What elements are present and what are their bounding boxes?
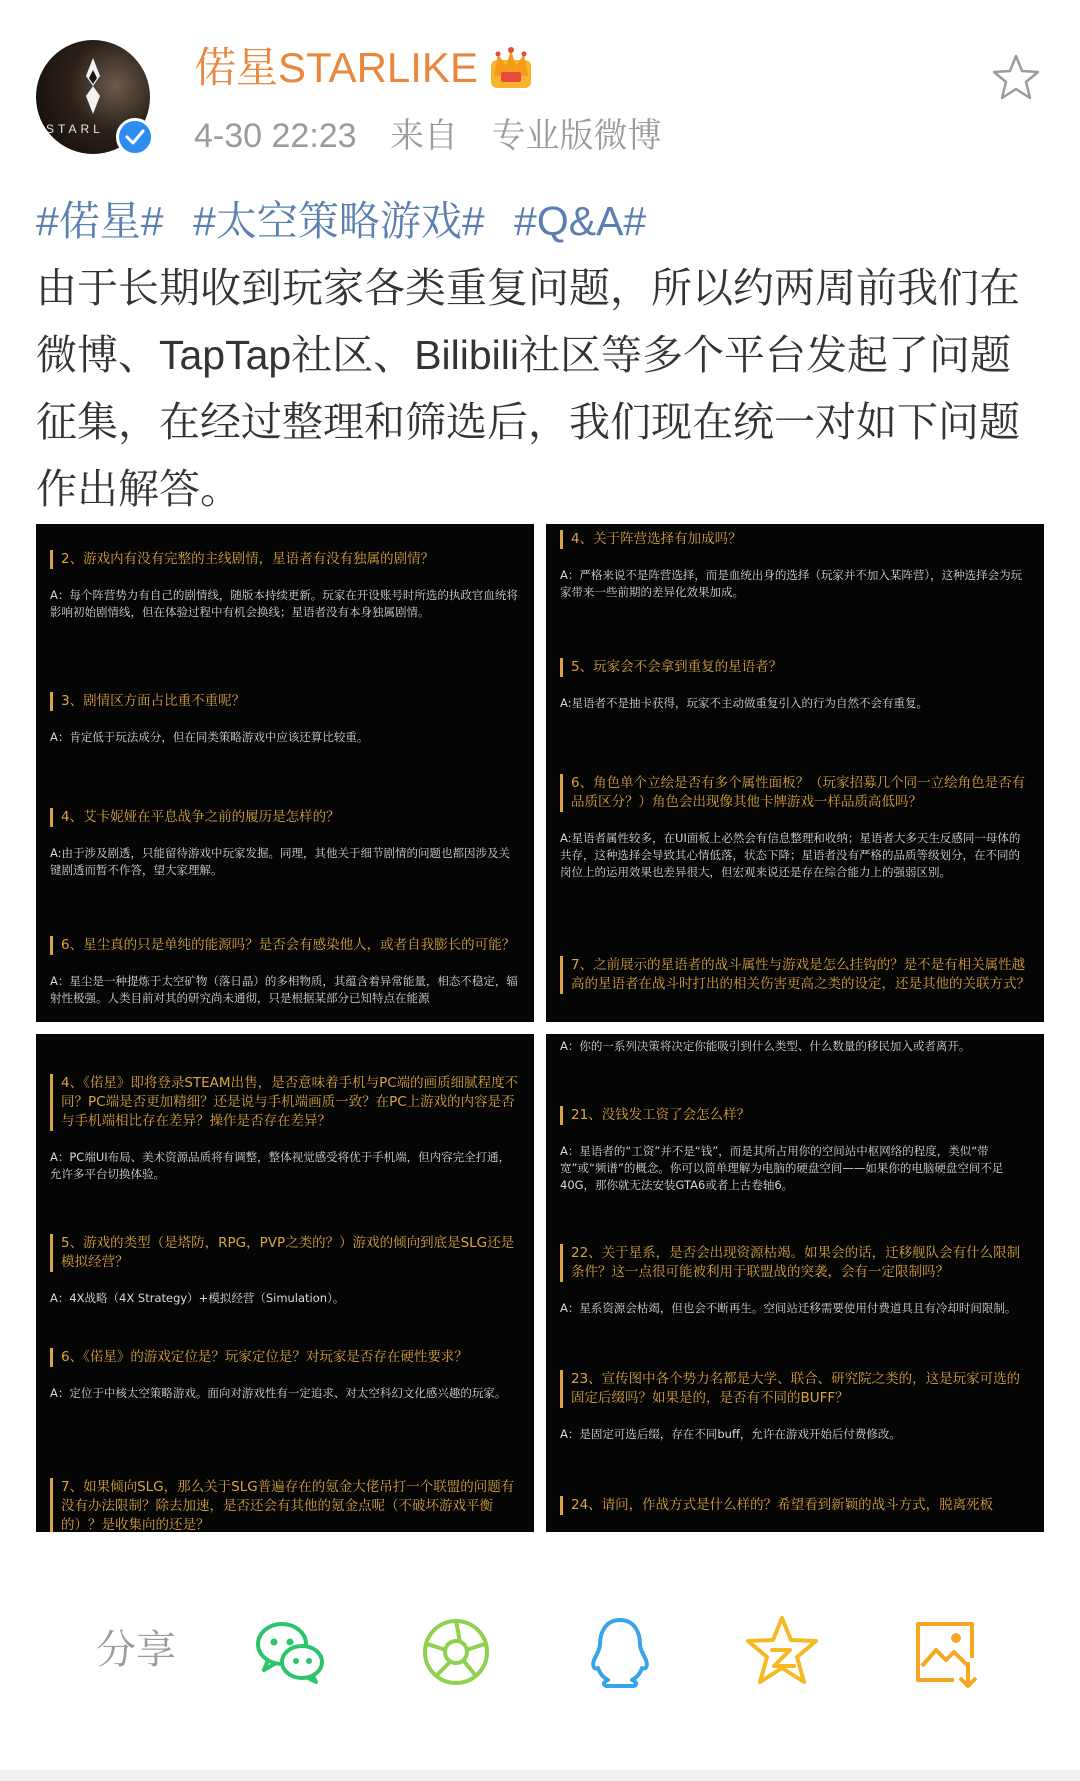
post-time: 4-30 22:23 [194,117,357,155]
post-image[interactable] [546,1034,1044,1532]
qa-block [50,692,520,746]
qa-answer: A：你的一系列决策将决定你能吸引到什么类型、什么数量的移民加入或者离开。 [560,1039,971,1053]
qa-block [560,1106,1030,1194]
source-prefix: 来自 [390,117,459,155]
qa-answer: A：肯定低于玩法成分，但在同类策略游戏中应该还算比较重。 [50,730,369,744]
qa-answer: A：PC端UI布局、美术资源品质将有调整，整体视觉感受将优于手机端，但内容完全打通，允许多平台切换体验。 [50,1150,511,1181]
qa-question: 4、艾卡妮娅在平息战争之前的履历是怎样的？ [50,808,520,827]
post-meta [194,112,686,160]
qzone-icon[interactable] [744,1614,820,1690]
qa-question: 6、《偌星》的游戏定位是？玩家定位是？对玩家是否存在硬性要求？ [50,1348,520,1367]
post-content [36,188,1046,523]
qa-block [50,1348,520,1402]
post-image[interactable] [546,524,1044,1022]
post-image[interactable] [36,524,534,1022]
qa-block [560,1244,1030,1317]
qa-question: 24、请问，作战方式是什么样的？希望看到新颖的战斗方式，脱离死板 [560,1496,1030,1515]
qa-answer: A：星语者的“工资”并不是“钱”，而是其所占用你的空间站中枢网络的程度，类似“带宽”或“频谱”的概念。你可以简单理解为电脑的硬盘空间——如果你的电脑硬盘空间不足40G，那你就无法安装GTA6或者上古卷轴6。 [560,1144,1004,1192]
qa-block [560,658,1030,712]
post-header [0,0,1080,180]
qa-answer: A:由于涉及剧透，只能留待游戏中玩家发掘。同理，其他关于细节剧情的问题也都因涉及关键剧透而暂不作答，望大家理解。 [50,846,511,877]
qa-question: 7、如果倾向SLG，那么关于SLG普遍存在的氪金大佬吊打一个联盟的问题有没有办法限制？除去加速，是否还会有其他的氪金点呢（不破坏游戏平衡的）？是收集向的还是？ [50,1478,520,1532]
username[interactable]: 偌星STARLIKE [194,44,478,91]
wechat-icon[interactable] [252,1614,328,1690]
moments-icon[interactable] [418,1614,494,1690]
vip-crown-icon [488,46,534,90]
qa-question: 7、之前展示的星语者的战斗属性与游戏是怎么挂钩的？是不是有相关属性越高的星语者在战斗时打出的相关伤害更高之类的设定，还是其他的关联方式？ [560,956,1030,994]
qa-question: 21、没钱发工资了会怎么样？ [560,1106,1030,1125]
hashtag-link[interactable]: #太空策略游戏# [193,198,485,244]
username-row [194,40,534,96]
qa-question: 6、星尘真的只是单纯的能源吗？是否会有感染他人，或者自我膨长的可能？ [50,936,520,955]
qa-block [50,936,520,1007]
qa-block [50,1234,520,1307]
qa-block [560,1038,1030,1055]
qa-block [50,1074,520,1183]
qa-question: 5、玩家会不会拿到重复的星语者？ [560,658,1030,677]
qa-answer: A:星语者不是抽卡获得，玩家不主动做重复引入的行为自然不会有重复。 [560,696,929,710]
post-source[interactable]: 专业版微博 [491,117,662,155]
qa-block [50,808,520,879]
qa-block [560,1496,1030,1532]
qa-answer: A：严格来说不是阵营选择，而是血统出身的选择（玩家并不加入某阵营），这种选择会为玩家带来一些前期的差异化效果加成。 [560,568,1023,599]
post-image[interactable] [36,1034,534,1532]
qa-answer: A：星系资源会枯竭，但也会不断再生。空间站迁移需要使用付费道具且有冷却时间限制。 [560,1301,1017,1315]
qa-answer: A：每个阵营势力有自己的剧情线，随版本持续更新。玩家在开设账号时所选的执政官血统将影响初始剧情线，但在体验过程中有机会换线；星语者没有本身独属剧情。 [50,588,518,619]
qa-answer: A：定位于中核太空策略游戏。面向对游戏性有一定追求、对太空科幻文化感兴趣的玩家。 [50,1386,507,1400]
qa-block [560,1370,1030,1443]
share-label: 分享 [96,1628,176,1672]
qa-question: 5、游戏的类型（是塔防，RPG，PVP之类的？）游戏的倾向到底是SLG还是模拟经营？ [50,1234,520,1272]
qa-block [560,956,1030,1012]
image-grid [36,524,1044,1532]
post-body: 由于长期收到玩家各类重复问题，所以约两周前我们在微博、TapTap社区、Bilibili社区等多个平台发起了问题征集，在经过整理和筛选后，我们现在统一对如下问题作出解答。 [36,265,1020,512]
starlike-logo-icon [76,58,110,114]
qa-question: 6、角色单个立绘是否有多个属性面板？（玩家招募几个同一立绘角色是否有品质区分？）角色会出现像其他卡牌游戏一样品质高低吗？ [560,774,1030,812]
avatar-brand-text: STARL [46,122,104,136]
hashtag-row [36,188,1046,255]
favorite-star-icon[interactable] [990,52,1042,104]
save-image-icon[interactable] [908,1614,984,1690]
qa-block [560,774,1030,881]
qa-block [50,1478,520,1532]
qq-icon[interactable] [582,1614,658,1690]
qa-block [50,550,520,621]
qa-question: 4、关于阵营选择有加成吗？ [560,530,1030,549]
qa-answer: A:星语者属性较多，在UI面板上必然会有信息整理和收纳；星语者大多天生反感同一母体的共存，这种选择会导致其心情低落，状态下降；星语者没有严格的品质等级划分，在不同的岗位上的运用效果也差异很大，但宏观来说还是存在综合能力上的强弱区别。 [560,831,1021,879]
qa-answer: A：星尘是一种提炼于太空矿物（落日晶）的多相物质，其蕴含着异常能量，相态不稳定，辐射性极强。人类目前对其的研究尚未通彻，只是根据某部分已知特点在能源 [50,974,518,1005]
hashtag-link[interactable]: #偌星# [36,198,164,244]
verified-badge-icon [116,118,154,156]
bottom-divider [0,1770,1080,1781]
qa-block [560,530,1030,601]
qa-answer: A：4X战略（4X Strategy）+模拟经营（Simulation）。 [50,1291,345,1305]
qa-question: 22、关于星系，是否会出现资源枯竭。如果会的话，迁移舰队会有什么限制条件？这一点很可能被利用于联盟战的突袭，会有一定限制吗？ [560,1244,1030,1282]
qa-answer: A：是固定可选后缀，存在不同buff，允许在游戏开始后付费修改。 [560,1427,901,1441]
share-bar [0,1600,1080,1700]
hashtag-link[interactable]: #Q&A# [514,198,647,244]
qa-question: 3、剧情区方面占比重不重呢？ [50,692,520,711]
qa-question: 4、《偌星》即将登录STEAM出售，是否意味着手机与PC端的画质细腻程度不同？PC端是否更加精细？还是说与手机端画质一致？在PC上游戏的内容是否与手机端相比存在差异？操作是否存在差异？ [50,1074,520,1131]
qa-question: 23、宣传图中各个势力名都是大学、联合、研究院之类的，这是玩家可选的固定后缀吗？如果是的，是否有不同的BUFF？ [560,1370,1030,1408]
qa-question: 2、游戏内有没有完整的主线剧情，星语者有没有独属的剧情？ [50,550,520,569]
